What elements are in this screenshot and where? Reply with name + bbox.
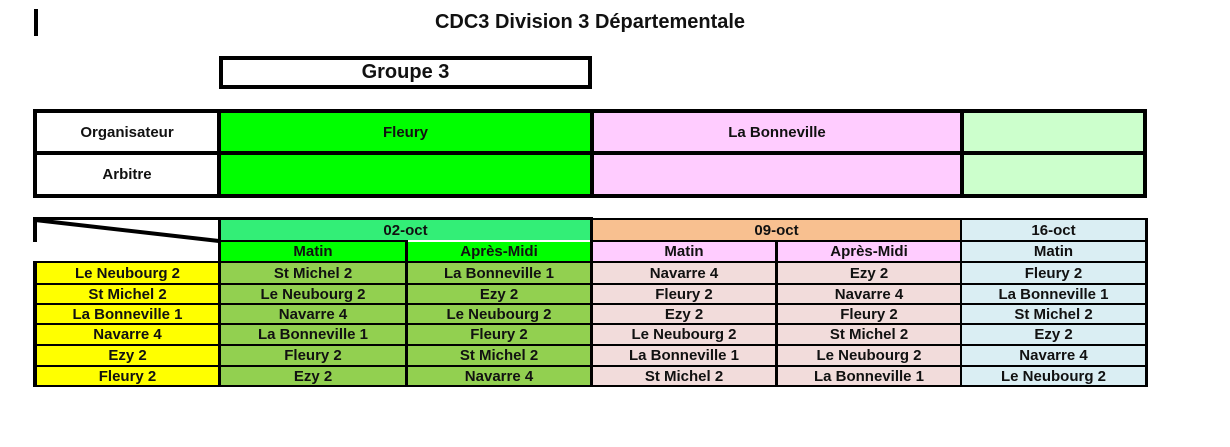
grid-line: [590, 217, 593, 387]
team-name: Ezy 2: [37, 346, 218, 365]
organizer-day1: Fleury: [221, 113, 590, 151]
grid-line: [221, 240, 405, 242]
grid-line: [218, 217, 221, 387]
grid-line: [33, 365, 1148, 367]
match-cell: La Bonneville 1: [221, 325, 405, 344]
match-cell: Navarre 4: [778, 285, 960, 303]
date-header-3: 16-oct: [962, 220, 1145, 240]
match-cell: Ezy 2: [221, 367, 405, 385]
session-d1-matin: Matin: [221, 242, 405, 261]
organizer-day2: La Bonneville: [594, 113, 960, 151]
match-cell: Ezy 2: [778, 263, 960, 283]
match-cell: Fleury 2: [408, 325, 590, 344]
grid-line: [33, 261, 1148, 263]
match-cell: St Michel 2: [408, 346, 590, 365]
match-cell: Navarre 4: [962, 346, 1145, 365]
date-header-1: 02-oct: [221, 220, 590, 240]
session-d2-matin: Matin: [593, 242, 775, 261]
match-cell: Fleury 2: [962, 263, 1145, 283]
page-title: CDC3 Division 3 Départementale: [434, 10, 746, 33]
team-name: La Bonneville 1: [37, 305, 218, 323]
match-cell: Navarre 4: [593, 263, 775, 283]
grid-line: [33, 385, 1148, 387]
match-cell: St Michel 2: [778, 325, 960, 344]
match-cell: Fleury 2: [778, 305, 960, 323]
grid-line: [33, 344, 1148, 346]
date-header-2: 09-oct: [593, 220, 960, 240]
group-title: Groupe 3: [219, 56, 592, 89]
match-cell: Le Neubourg 2: [408, 305, 590, 323]
session-d1-apres-midi: Après-Midi: [408, 242, 590, 261]
referee-label: Arbitre: [37, 155, 217, 194]
grid-line: [33, 303, 1148, 305]
grid-line: [33, 323, 1148, 325]
match-cell: St Michel 2: [593, 367, 775, 385]
match-cell: Navarre 4: [408, 367, 590, 385]
match-cell: Le Neubourg 2: [593, 325, 775, 344]
match-cell: St Michel 2: [221, 263, 405, 283]
match-cell: Ezy 2: [593, 305, 775, 323]
team-name: Navarre 4: [37, 325, 218, 344]
match-cell: La Bonneville 1: [408, 263, 590, 283]
corner-diagonal-icon: [33, 217, 223, 247]
match-cell: Le Neubourg 2: [221, 285, 405, 303]
match-cell: Le Neubourg 2: [778, 346, 960, 365]
match-cell: La Bonneville 1: [778, 367, 960, 385]
grid-line: [593, 218, 1148, 220]
team-name: Fleury 2: [37, 367, 218, 385]
match-cell: Navarre 4: [221, 305, 405, 323]
session-d2-apres-midi: Après-Midi: [778, 242, 960, 261]
match-cell: Fleury 2: [593, 285, 775, 303]
grid-line: [593, 240, 1148, 242]
team-name: Le Neubourg 2: [37, 263, 218, 283]
match-cell: Ezy 2: [962, 325, 1145, 344]
match-cell: Ezy 2: [408, 285, 590, 303]
grid-line: [33, 261, 37, 387]
match-cell: St Michel 2: [962, 305, 1145, 323]
team-name: St Michel 2: [37, 285, 218, 303]
grid-line: [33, 283, 1148, 285]
match-cell: Fleury 2: [221, 346, 405, 365]
match-cell: La Bonneville 1: [593, 346, 775, 365]
match-cell: La Bonneville 1: [962, 285, 1145, 303]
session-d3-matin: Matin: [962, 242, 1145, 261]
organizer-label: Organisateur: [37, 113, 217, 151]
match-cell: Le Neubourg 2: [962, 367, 1145, 385]
